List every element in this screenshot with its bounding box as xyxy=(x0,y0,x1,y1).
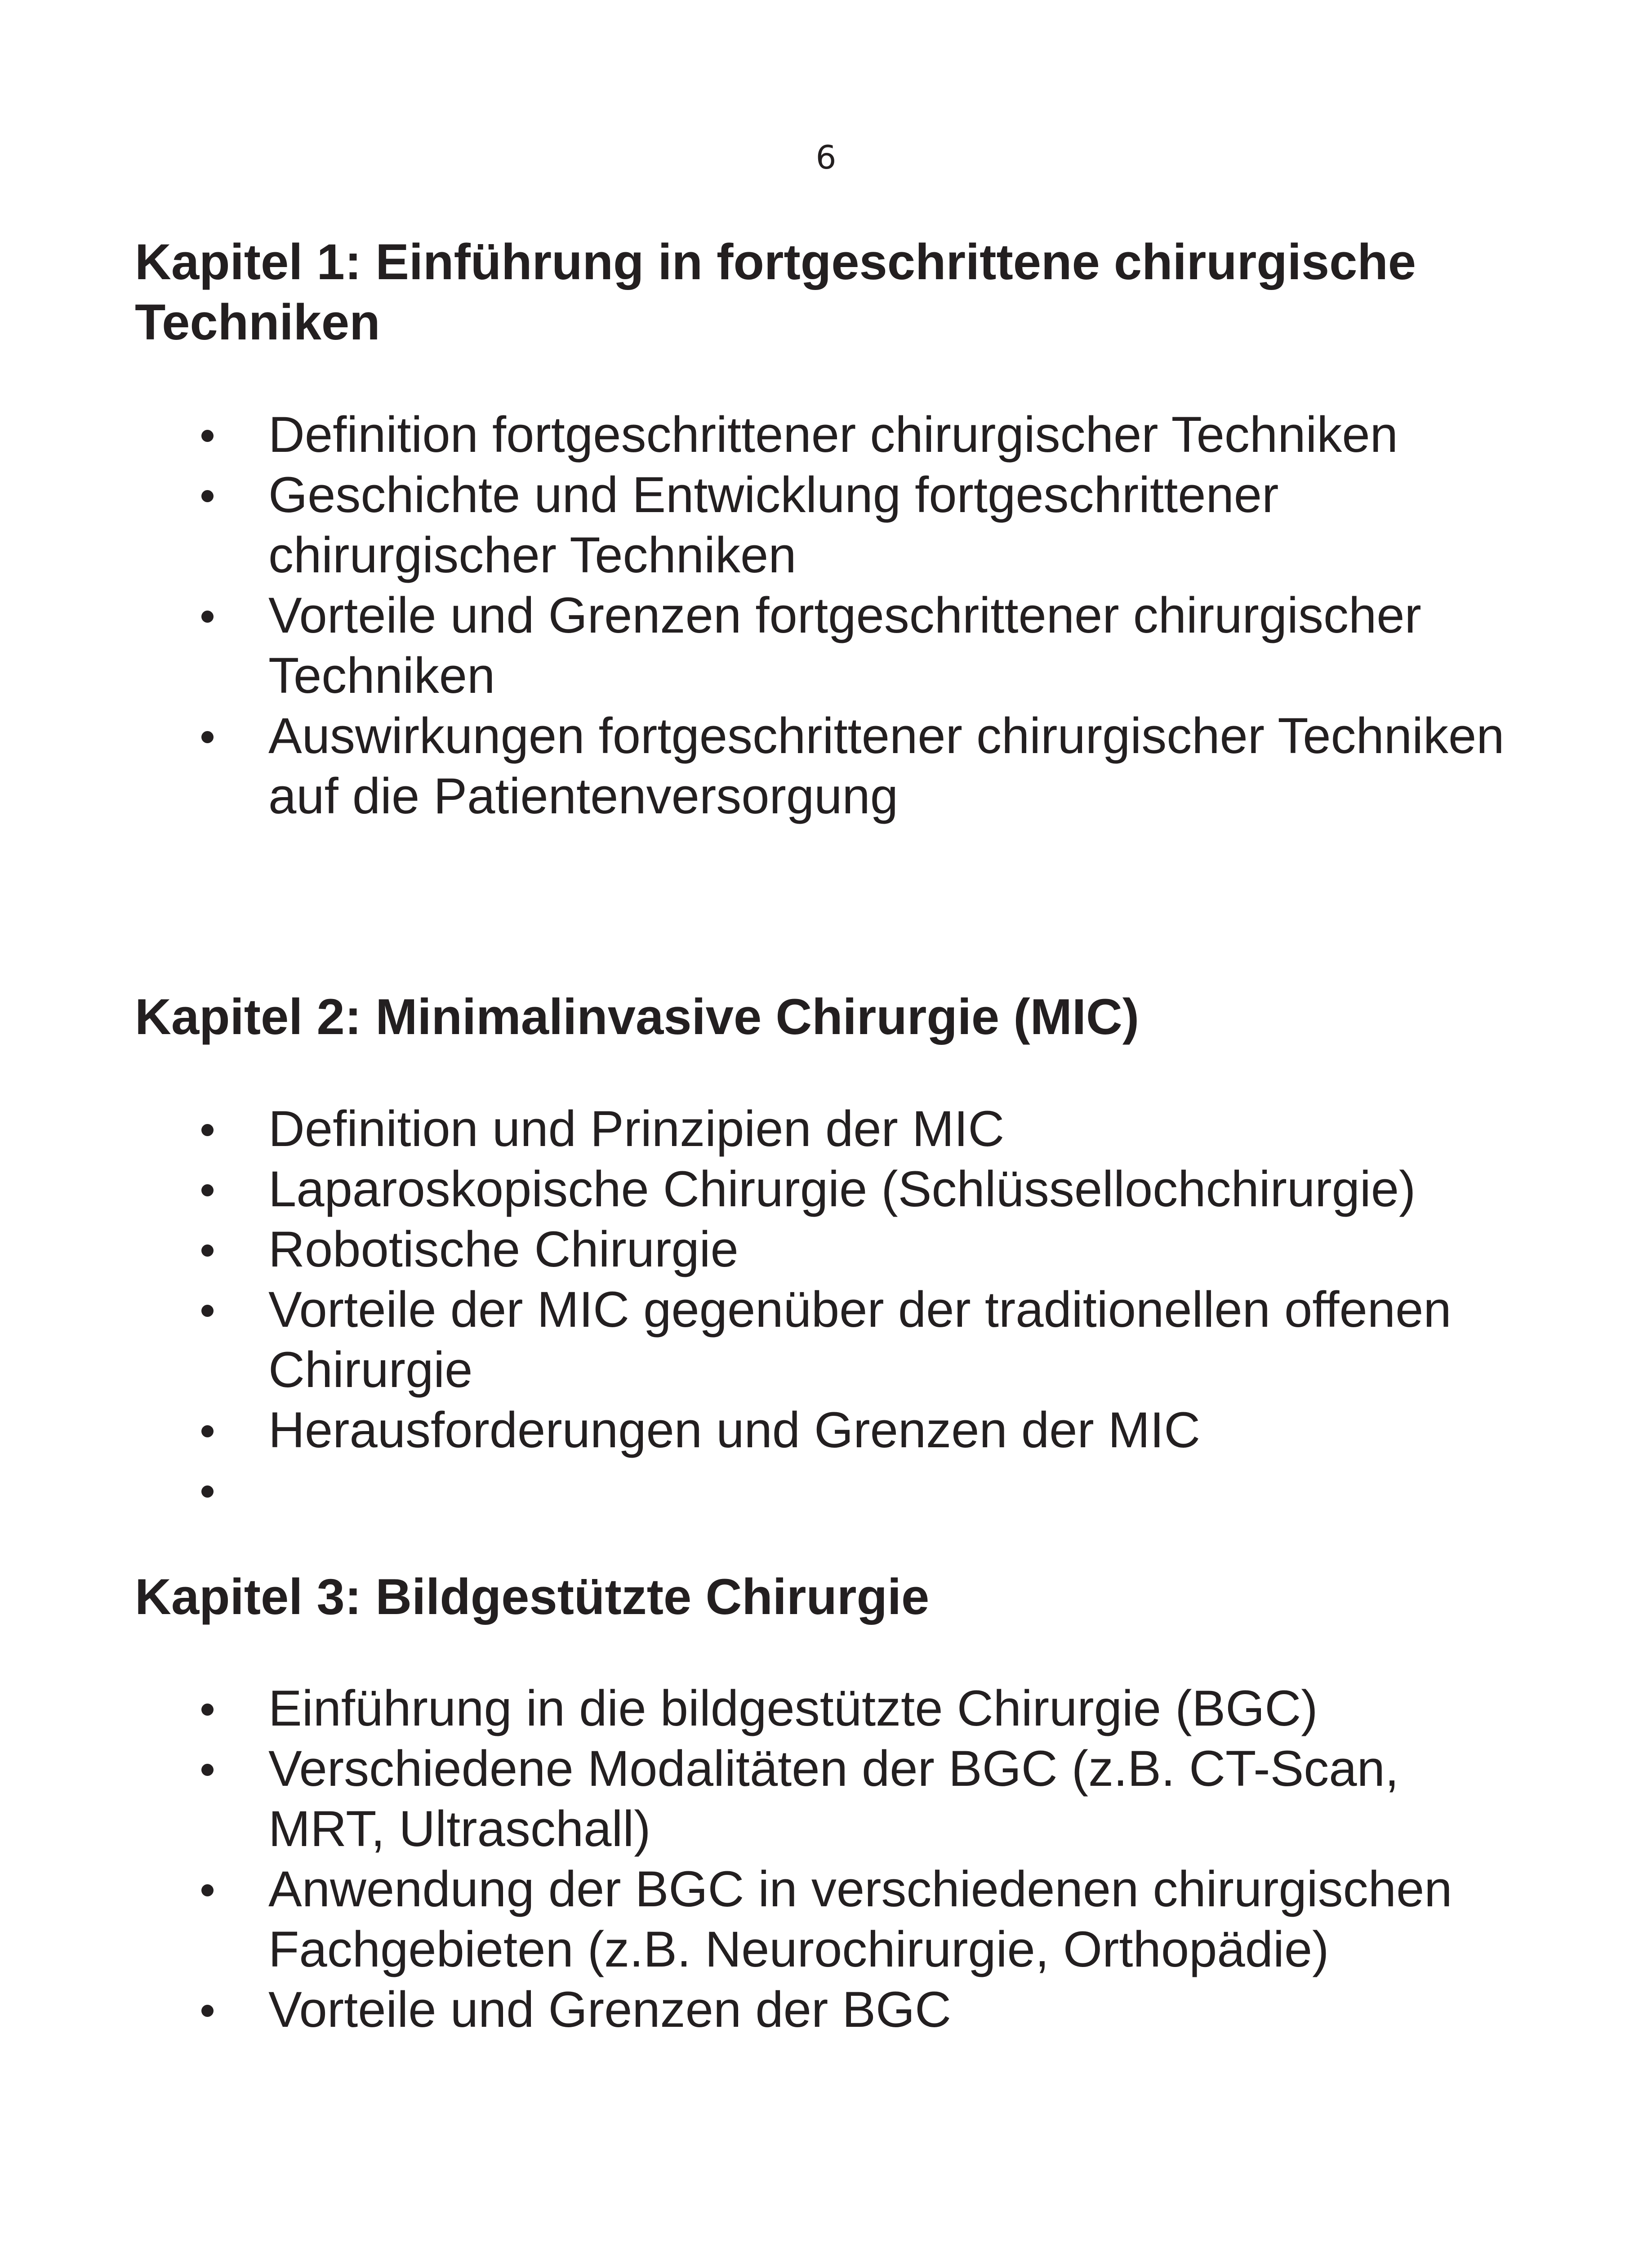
list-item xyxy=(135,585,1528,706)
list-item xyxy=(135,1099,1528,1159)
list-item xyxy=(135,465,1528,585)
list-item-text: Definition und Prinzipien der MIC xyxy=(268,1101,1005,1157)
list-item xyxy=(135,1280,1528,1400)
list-item-text: Verschiedene Modalitäten der BGC (z.B. CT-Scan, MRT, Ultraschall) xyxy=(268,1740,1399,1857)
list-item-text: Geschichte und Entwicklung fortgeschrittener chirurgischer Techniken xyxy=(268,467,1279,583)
list-item xyxy=(135,706,1528,826)
chapter-3-heading: Kapitel 3: Bildgestützte Chirurgie xyxy=(135,1569,930,1625)
bullet-icon xyxy=(201,1485,214,1498)
list-item-text: Definition fortgeschrittener chirurgischer Techniken xyxy=(268,406,1398,463)
list-item-text: Anwendung der BGC in verschiedenen chirurgischen Fachgebieten (z.B. Neurochirurgie, Orthopädie) xyxy=(268,1861,1452,1977)
chapter-2-heading: Kapitel 2: Minimalinvasive Chirurgie (MIC) xyxy=(135,989,1140,1045)
list-item xyxy=(135,1460,1528,1521)
list-item xyxy=(135,1159,1528,1219)
list-item-text: Einführung in die bildgestützte Chirurgie (BGC) xyxy=(268,1680,1318,1736)
chapter-3-list xyxy=(135,1678,1528,2040)
list-item xyxy=(135,1400,1528,1460)
bullet-icon xyxy=(201,1244,214,1257)
chapter-1-heading: Kapitel 1: Einführung in fortgeschrittene chirurgische Techniken xyxy=(135,234,1416,350)
bullet-icon xyxy=(201,1764,214,1776)
list-item xyxy=(135,1678,1528,1739)
list-item-text: Laparoskopische Chirurgie (Schlüssellochchirurgie) xyxy=(268,1161,1416,1217)
bullet-icon xyxy=(201,1704,214,1716)
bullet-icon xyxy=(201,2005,214,2017)
bullet-icon xyxy=(201,1305,214,1317)
bullet-icon xyxy=(201,1184,214,1196)
bullet-icon xyxy=(201,490,214,502)
bullet-icon xyxy=(201,611,214,623)
chapter-2-list xyxy=(135,1099,1528,1521)
bullet-icon xyxy=(201,731,214,743)
list-item-text: Vorteile der MIC gegenüber der traditionellen offenen Chirurgie xyxy=(268,1281,1452,1398)
list-item-text: Herausforderungen und Grenzen der MIC xyxy=(268,1402,1201,1458)
list-item xyxy=(135,1859,1528,1980)
list-item-text: Vorteile und Grenzen fortgeschrittener chirurgischer Techniken xyxy=(268,587,1421,704)
bullet-icon xyxy=(201,430,214,442)
chapter-1-list xyxy=(135,405,1528,826)
list-item xyxy=(135,1739,1528,1859)
list-item xyxy=(135,1980,1528,2040)
list-item-text: Auswirkungen fortgeschrittener chirurgischer Techniken auf die Patientenversorgung xyxy=(268,708,1505,824)
list-item xyxy=(135,1219,1528,1280)
list-item-text: Vorteile und Grenzen der BGC xyxy=(268,1981,952,2038)
bullet-icon xyxy=(201,1425,214,1437)
bullet-icon xyxy=(201,1124,214,1136)
bullet-icon xyxy=(201,1884,214,1896)
page-number: 6 xyxy=(815,138,837,176)
list-item-text: Robotische Chirurgie xyxy=(268,1221,739,1277)
list-item xyxy=(135,405,1528,465)
